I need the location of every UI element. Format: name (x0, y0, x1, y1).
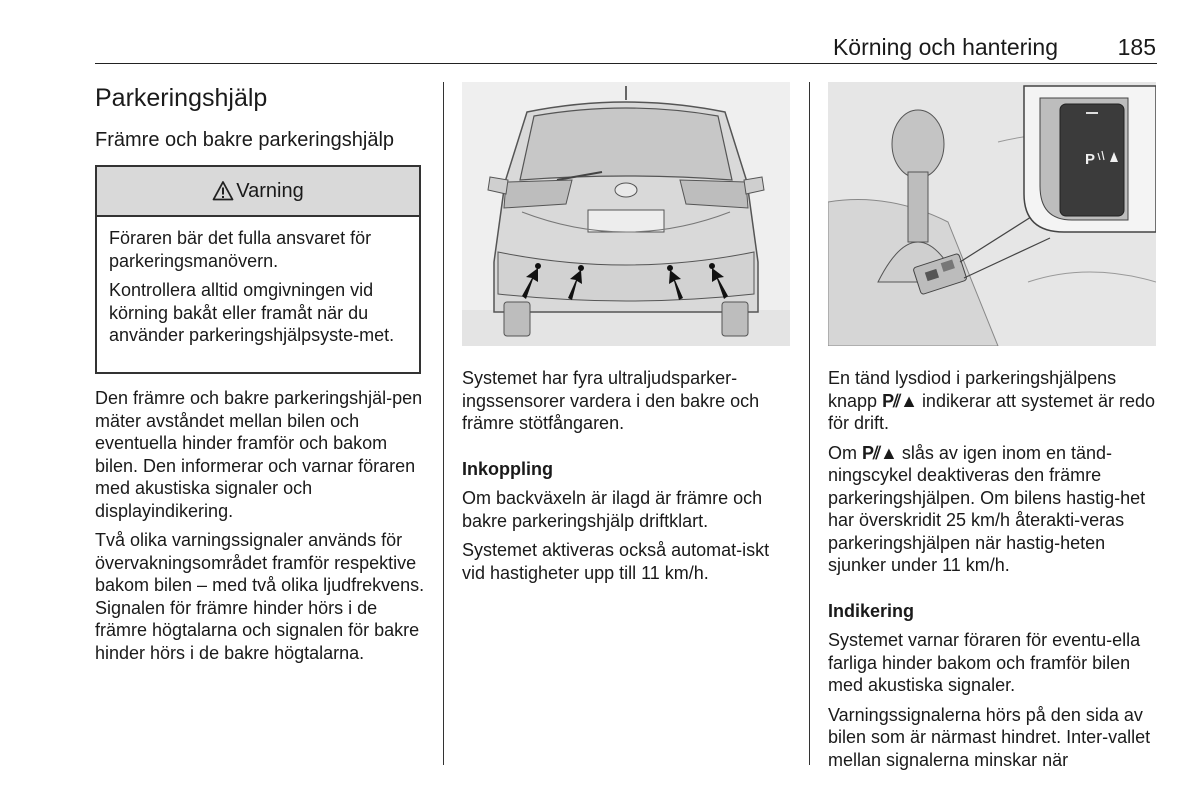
body-paragraph: Systemet varnar föraren för eventu-ella farliga hinder bakom och framför bilen med akustiska signaler. (828, 630, 1141, 695)
running-header-title: Körning och hantering (832, 34, 1058, 60)
para-text: slås av igen inom en tänd-ningscykel deaktiveras den främre parkeringshjälpen. Om bilens hastig-het har överskridit 25 km/h återakti-veras parkeringshjälpen när hastig-heten sjunker under 11 km/h. (828, 442, 1146, 575)
warning-box (95, 165, 421, 374)
body-paragraph (828, 442, 1160, 577)
park-assist-symbol-icon: P⫽▲ (862, 442, 897, 463)
indikering-heading: Indikering (828, 600, 915, 621)
left-column-body (95, 387, 425, 671)
warning-title: Varning (236, 179, 304, 202)
body-paragraph: Systemet aktiveras också automat-iskt vid hastigheter upp till 11 km/h. (462, 540, 770, 583)
body-paragraph (828, 367, 1160, 435)
park-assist-symbol-letter: P (862, 442, 874, 463)
section-title: Parkeringshjälp (95, 84, 268, 112)
para-text: indikerar att systemet är redo för drift. (828, 390, 1156, 433)
para-text: Om (828, 442, 857, 463)
rear-car-drawing (462, 82, 790, 346)
warning-paragraph: Föraren bär det fulla ansvaret för parkeringsmanövern. (109, 228, 372, 271)
figure-caption: Systemet har fyra ultraljudsparker-ingssensorer vardera i den bakre och främre stötfångaren. (462, 368, 760, 433)
park-assist-symbol-icon: P⫽▲ (882, 390, 917, 411)
park-assist-symbol-letter: P (882, 390, 894, 411)
middle-column-body (462, 367, 792, 591)
body-paragraph: Två olika varningssignaler används för övervakningsområdet framför respektive bakom bilen – med två olika ljudfrekvens. Signalen för främre hinder hörs i de främre högtalarna och signalen för bakre hinder hörs i de bakre högtalarna. (95, 530, 425, 663)
warning-header (97, 167, 419, 217)
body-paragraph: Den främre och bakre parkeringshjäl-pen mäter avståndet mellan bilen och eventuella hinder framför och bakom bilen. Den informerar och varnar föraren med akustiska signaler och displayindikering. (95, 388, 423, 521)
warning-paragraph: Kontrollera alltid omgivningen vid körning bakåt eller framåt när du använder parkeringshjälpsyste-met. (109, 280, 395, 345)
inkoppling-heading: Inkoppling (462, 458, 553, 479)
subsection-title: Främre och bakre parkeringshjälp (95, 129, 395, 151)
warning-triangle-icon (212, 180, 234, 202)
body-paragraph: Varningssignalerna hörs på den sida av bilen som är närmast hindret. Inter-vallet mellan signalerna minskar när (828, 704, 1151, 770)
column-divider-right (809, 82, 810, 765)
para-text: En tänd lysdiod i parkeringshjälpens knapp (828, 368, 1117, 411)
header-rule (95, 63, 1157, 64)
body-paragraph: Om backväxeln är ilagd är främre och bakre parkeringshjälp driftklart. (462, 488, 763, 531)
console-drawing (828, 82, 1156, 346)
right-column-body (828, 367, 1160, 778)
p-button-symbol: P (1084, 151, 1096, 168)
column-divider-left (443, 82, 444, 765)
rear-car-illustration (462, 82, 790, 346)
park-assist-button-illustration (828, 82, 1156, 346)
page-number: 185 (1117, 34, 1156, 60)
warning-body (97, 217, 419, 347)
